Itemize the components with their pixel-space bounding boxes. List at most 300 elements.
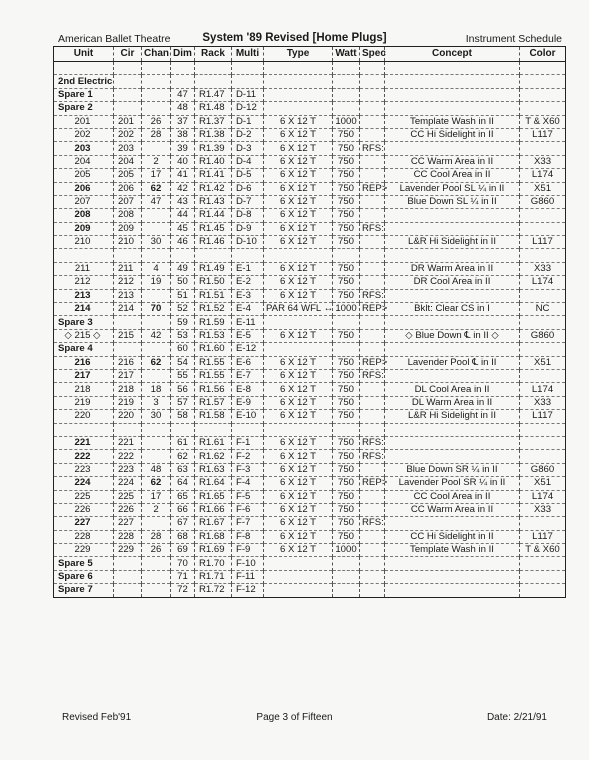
- cell-rack: R1.65: [195, 490, 232, 503]
- cell-type: 6 X 12 T: [264, 115, 333, 128]
- cell-unit: 226: [54, 503, 114, 516]
- cell-cir: [114, 249, 142, 262]
- cell-rack: R1.61: [195, 436, 232, 449]
- table-row: [54, 209, 566, 222]
- cell-spec: [360, 530, 385, 543]
- cell-concept: [385, 557, 520, 570]
- cell-spec: [360, 329, 385, 342]
- cell-dim: 47: [171, 88, 195, 101]
- cell-type: 6 X 12 T: [264, 195, 333, 208]
- cell-dim: 41: [171, 169, 195, 182]
- cell-unit: Spare 7: [54, 584, 114, 597]
- cell-concept: [385, 222, 520, 235]
- table-body: [54, 62, 566, 598]
- cell-color: X33: [520, 155, 566, 168]
- cell-watt: 750: [333, 503, 360, 516]
- cell-multi: E-9: [232, 396, 264, 409]
- cell-rack: R1.72: [195, 584, 232, 597]
- table-row: [54, 289, 566, 302]
- cell-cir: 204: [114, 155, 142, 168]
- cell-concept: [385, 62, 520, 75]
- cell-multi: D-9: [232, 222, 264, 235]
- cell-color: [520, 222, 566, 235]
- cell-spec: REP>: [360, 303, 385, 316]
- cell-cir: [114, 75, 142, 88]
- cell-watt: 750: [333, 369, 360, 382]
- col-header-concept: Concept: [385, 47, 520, 62]
- cell-watt: [333, 584, 360, 597]
- cell-multi: E-10: [232, 410, 264, 423]
- cell-spec: [360, 88, 385, 101]
- cell-type: 6 X 12 T: [264, 517, 333, 530]
- cell-type: 6 X 12 T: [264, 222, 333, 235]
- cell-concept: [385, 570, 520, 583]
- table-row: [54, 396, 566, 409]
- cell-watt: 750: [333, 450, 360, 463]
- cell-multi: D-8: [232, 209, 264, 222]
- cell-dim: 56: [171, 383, 195, 396]
- cell-spec: [360, 544, 385, 557]
- cell-dim: 52: [171, 303, 195, 316]
- cell-multi: D-10: [232, 236, 264, 249]
- cell-dim: 43: [171, 195, 195, 208]
- cell-cir: 216: [114, 356, 142, 369]
- cell-chan: [142, 517, 171, 530]
- cell-multi: F-11: [232, 570, 264, 583]
- cell-concept: [385, 517, 520, 530]
- cell-color: T & X60: [520, 544, 566, 557]
- cell-concept: L&R Hi Sidelight in II: [385, 236, 520, 249]
- revision-note: Revised Feb'91: [62, 712, 132, 723]
- cell-color: L117: [520, 236, 566, 249]
- cell-watt: [333, 423, 360, 436]
- cell-type: [264, 584, 333, 597]
- cell-dim: 40: [171, 155, 195, 168]
- cell-concept: [385, 343, 520, 356]
- cell-multi: E-5: [232, 329, 264, 342]
- cell-multi: F-7: [232, 517, 264, 530]
- cell-color: [520, 557, 566, 570]
- cell-watt: 750: [333, 410, 360, 423]
- cell-spec: [360, 463, 385, 476]
- cell-watt: 750: [333, 289, 360, 302]
- cell-color: [520, 570, 566, 583]
- cell-cir: 220: [114, 410, 142, 423]
- cell-chan: 2: [142, 503, 171, 516]
- spare-row: [54, 316, 566, 329]
- cell-rack: R1.59: [195, 316, 232, 329]
- blank-row: [54, 62, 566, 75]
- table-row: [54, 369, 566, 382]
- cell-spec: [360, 195, 385, 208]
- cell-concept: [385, 584, 520, 597]
- cell-dim: 60: [171, 343, 195, 356]
- cell-multi: D-5: [232, 169, 264, 182]
- cell-unit: [54, 423, 114, 436]
- cell-watt: 1000: [333, 115, 360, 128]
- cell-concept: [385, 289, 520, 302]
- cell-multi: F-6: [232, 503, 264, 516]
- cell-spec: [360, 209, 385, 222]
- cell-dim: 38: [171, 128, 195, 141]
- table-row: [54, 303, 566, 316]
- cell-unit: 222: [54, 450, 114, 463]
- cell-type: 6 X 12 T: [264, 490, 333, 503]
- cell-cir: 218: [114, 383, 142, 396]
- cell-chan: 4: [142, 262, 171, 275]
- cell-color: [520, 369, 566, 382]
- cell-unit: 223: [54, 463, 114, 476]
- table-row: [54, 128, 566, 141]
- cell-chan: [142, 142, 171, 155]
- cell-spec: [360, 383, 385, 396]
- cell-watt: 750: [333, 383, 360, 396]
- cell-chan: 2: [142, 155, 171, 168]
- cell-rack: R1.58: [195, 410, 232, 423]
- cell-rack: R1.48: [195, 102, 232, 115]
- cell-rack: R1.39: [195, 142, 232, 155]
- cell-spec: RFS:: [360, 450, 385, 463]
- cell-chan: [142, 369, 171, 382]
- cell-unit: 214: [54, 303, 114, 316]
- cell-cir: 219: [114, 396, 142, 409]
- cell-cir: 201: [114, 115, 142, 128]
- cell-unit: 211: [54, 262, 114, 275]
- col-header-chan: Chan: [142, 47, 171, 62]
- table-row: [54, 383, 566, 396]
- cell-chan: [142, 436, 171, 449]
- cell-spec: [360, 503, 385, 516]
- cell-watt: 750: [333, 262, 360, 275]
- cell-chan: 18: [142, 383, 171, 396]
- cell-type: 6 X 12 T: [264, 155, 333, 168]
- cell-dim: 70: [171, 557, 195, 570]
- spare-row: [54, 570, 566, 583]
- table-row: [54, 142, 566, 155]
- cell-multi: D-11: [232, 88, 264, 101]
- cell-color: L174: [520, 490, 566, 503]
- cell-spec: [360, 169, 385, 182]
- cell-type: [264, 102, 333, 115]
- table-row: [54, 169, 566, 182]
- cell-spec: [360, 570, 385, 583]
- cell-cir: 203: [114, 142, 142, 155]
- cell-type: 6 X 12 T: [264, 463, 333, 476]
- cell-dim: 71: [171, 570, 195, 583]
- cell-chan: 62: [142, 182, 171, 195]
- cell-rack: R1.69: [195, 544, 232, 557]
- col-header-type: Type: [264, 47, 333, 62]
- cell-watt: 750: [333, 396, 360, 409]
- col-header-multi: Multi: [232, 47, 264, 62]
- cell-spec: [360, 276, 385, 289]
- cell-unit: 210: [54, 236, 114, 249]
- cell-multi: F-2: [232, 450, 264, 463]
- cell-dim: 42: [171, 182, 195, 195]
- cell-cir: 206: [114, 182, 142, 195]
- cell-color: X33: [520, 262, 566, 275]
- cell-color: X51: [520, 182, 566, 195]
- cell-chan: 17: [142, 169, 171, 182]
- cell-cir: [114, 557, 142, 570]
- cell-watt: [333, 343, 360, 356]
- cell-color: NC: [520, 303, 566, 316]
- cell-unit: 207: [54, 195, 114, 208]
- cell-spec: [360, 316, 385, 329]
- cell-multi: D-4: [232, 155, 264, 168]
- cell-cir: 212: [114, 276, 142, 289]
- cell-concept: Template Wash in II: [385, 544, 520, 557]
- cell-concept: [385, 88, 520, 101]
- cell-concept: [385, 436, 520, 449]
- cell-unit: 225: [54, 490, 114, 503]
- cell-rack: R1.66: [195, 503, 232, 516]
- cell-unit: Spare 4: [54, 343, 114, 356]
- cell-multi: D-12: [232, 102, 264, 115]
- cell-rack: R1.68: [195, 530, 232, 543]
- cell-chan: 26: [142, 115, 171, 128]
- cell-type: 6 X 12 T: [264, 383, 333, 396]
- cell-cir: 215: [114, 329, 142, 342]
- cell-concept: CC Hi Sidelight in II: [385, 530, 520, 543]
- blank-row: [54, 249, 566, 262]
- table-row: [54, 356, 566, 369]
- cell-watt: [333, 570, 360, 583]
- cell-chan: 28: [142, 128, 171, 141]
- cell-color: G860: [520, 329, 566, 342]
- cell-unit: 216: [54, 356, 114, 369]
- cell-rack: [195, 423, 232, 436]
- cell-multi: F-1: [232, 436, 264, 449]
- cell-multi: F-3: [232, 463, 264, 476]
- cell-dim: 68: [171, 530, 195, 543]
- cell-multi: E-7: [232, 369, 264, 382]
- cell-type: 6 X 12 T: [264, 262, 333, 275]
- cell-multi: E-8: [232, 383, 264, 396]
- cell-rack: R1.62: [195, 450, 232, 463]
- cell-rack: R1.49: [195, 262, 232, 275]
- cell-dim: 54: [171, 356, 195, 369]
- cell-rack: R1.56: [195, 383, 232, 396]
- cell-rack: R1.40: [195, 155, 232, 168]
- cell-rack: R1.37: [195, 115, 232, 128]
- cell-cir: [114, 584, 142, 597]
- cell-concept: [385, 369, 520, 382]
- cell-color: G860: [520, 195, 566, 208]
- cell-spec: RFS:: [360, 436, 385, 449]
- cell-rack: [195, 75, 232, 88]
- table-row: [54, 155, 566, 168]
- cell-chan: [142, 450, 171, 463]
- cell-type: [264, 75, 333, 88]
- cell-watt: 750: [333, 142, 360, 155]
- table-row: [54, 222, 566, 235]
- cell-cir: 210: [114, 236, 142, 249]
- cell-rack: R1.47: [195, 88, 232, 101]
- cell-multi: E-11: [232, 316, 264, 329]
- cell-chan: 3: [142, 396, 171, 409]
- cell-spec: [360, 423, 385, 436]
- cell-watt: 750: [333, 155, 360, 168]
- cell-dim: 59: [171, 316, 195, 329]
- cell-color: [520, 316, 566, 329]
- cell-cir: 205: [114, 169, 142, 182]
- cell-chan: [142, 423, 171, 436]
- cell-watt: 750: [333, 236, 360, 249]
- cell-watt: 750: [333, 490, 360, 503]
- cell-unit: 2nd Electric: [54, 75, 114, 88]
- cell-spec: RFS:: [360, 369, 385, 382]
- cell-spec: REP>: [360, 356, 385, 369]
- cell-multi: [232, 75, 264, 88]
- cell-spec: REP>: [360, 182, 385, 195]
- cell-cir: 202: [114, 128, 142, 141]
- table-row: [54, 477, 566, 490]
- cell-cir: [114, 62, 142, 75]
- cell-chan: [142, 62, 171, 75]
- cell-unit: [54, 249, 114, 262]
- cell-concept: [385, 249, 520, 262]
- cell-watt: 750: [333, 169, 360, 182]
- cell-multi: E-6: [232, 356, 264, 369]
- cell-color: [520, 75, 566, 88]
- cell-concept: Lavender Pool SR ¼ in II: [385, 477, 520, 490]
- cell-concept: CC Cool Area in II: [385, 169, 520, 182]
- cell-rack: R1.64: [195, 477, 232, 490]
- cell-rack: R1.55: [195, 369, 232, 382]
- cell-concept: Template Wash in II: [385, 115, 520, 128]
- cell-dim: 48: [171, 102, 195, 115]
- cell-concept: L&R Hi Sidelight in II: [385, 410, 520, 423]
- table-row: [54, 490, 566, 503]
- cell-cir: 217: [114, 369, 142, 382]
- cell-type: PAR 64 WFL ↔: [264, 303, 333, 316]
- cell-dim: 67: [171, 517, 195, 530]
- cell-color: L117: [520, 410, 566, 423]
- cell-dim: 49: [171, 262, 195, 275]
- cell-dim: 37: [171, 115, 195, 128]
- cell-dim: 45: [171, 222, 195, 235]
- cell-rack: [195, 62, 232, 75]
- cell-chan: [142, 584, 171, 597]
- cell-color: [520, 62, 566, 75]
- cell-multi: F-12: [232, 584, 264, 597]
- cell-unit: 203: [54, 142, 114, 155]
- cell-spec: RFS:: [360, 289, 385, 302]
- cell-multi: E-4: [232, 303, 264, 316]
- cell-concept: [385, 209, 520, 222]
- cell-unit: 212: [54, 276, 114, 289]
- cell-watt: [333, 88, 360, 101]
- cell-type: 6 X 12 T: [264, 236, 333, 249]
- spare-row: [54, 102, 566, 115]
- cell-unit: Spare 5: [54, 557, 114, 570]
- cell-cir: 214: [114, 303, 142, 316]
- cell-rack: R1.57: [195, 396, 232, 409]
- cell-spec: [360, 396, 385, 409]
- table-row: [54, 436, 566, 449]
- cell-unit: 219: [54, 396, 114, 409]
- cell-unit: 205: [54, 169, 114, 182]
- cell-watt: [333, 102, 360, 115]
- cell-color: [520, 142, 566, 155]
- cell-multi: E-1: [232, 262, 264, 275]
- cell-concept: Lavender Pool SL ¼ in II: [385, 182, 520, 195]
- cell-unit: 218: [54, 383, 114, 396]
- cell-unit: Spare 3: [54, 316, 114, 329]
- cell-spec: [360, 410, 385, 423]
- cell-unit: 204: [54, 155, 114, 168]
- cell-spec: RFS:: [360, 517, 385, 530]
- cell-concept: DL Warm Area in II: [385, 396, 520, 409]
- cell-rack: R1.70: [195, 557, 232, 570]
- cell-multi: D-1: [232, 115, 264, 128]
- cell-multi: D-2: [232, 128, 264, 141]
- cell-unit: 227: [54, 517, 114, 530]
- cell-watt: 1000: [333, 544, 360, 557]
- cell-spec: [360, 343, 385, 356]
- col-header-rack: Rack: [195, 47, 232, 62]
- cell-watt: 750: [333, 517, 360, 530]
- cell-chan: 62: [142, 356, 171, 369]
- cell-chan: [142, 570, 171, 583]
- cell-chan: 19: [142, 276, 171, 289]
- cell-type: 6 X 12 T: [264, 436, 333, 449]
- cell-type: 6 X 12 T: [264, 396, 333, 409]
- cell-dim: 44: [171, 209, 195, 222]
- cell-dim: [171, 423, 195, 436]
- cell-type: 6 X 12 T: [264, 369, 333, 382]
- cell-unit: 213: [54, 289, 114, 302]
- cell-spec: [360, 262, 385, 275]
- cell-chan: 70: [142, 303, 171, 316]
- cell-color: L117: [520, 128, 566, 141]
- cell-spec: [360, 102, 385, 115]
- table-row: [54, 115, 566, 128]
- cell-watt: 750: [333, 329, 360, 342]
- cell-spec: [360, 128, 385, 141]
- cell-spec: [360, 75, 385, 88]
- table-row: [54, 410, 566, 423]
- cell-type: [264, 557, 333, 570]
- cell-unit: ◇ 215 ◇: [54, 329, 114, 342]
- cell-concept: Bklt: Clear CS in I: [385, 303, 520, 316]
- cell-spec: [360, 115, 385, 128]
- cell-type: [264, 570, 333, 583]
- cell-type: 6 X 12 T: [264, 289, 333, 302]
- cell-color: G860: [520, 463, 566, 476]
- cell-chan: [142, 222, 171, 235]
- cell-chan: [142, 249, 171, 262]
- cell-type: 6 X 12 T: [264, 477, 333, 490]
- cell-cir: 209: [114, 222, 142, 235]
- spare-row: [54, 584, 566, 597]
- cell-type: 6 X 12 T: [264, 182, 333, 195]
- cell-dim: 58: [171, 410, 195, 423]
- cell-color: [520, 584, 566, 597]
- cell-cir: 223: [114, 463, 142, 476]
- cell-chan: [142, 88, 171, 101]
- cell-chan: [142, 75, 171, 88]
- cell-multi: E-2: [232, 276, 264, 289]
- cell-watt: 750: [333, 477, 360, 490]
- cell-color: [520, 343, 566, 356]
- cell-spec: [360, 584, 385, 597]
- cell-spec: [360, 155, 385, 168]
- cell-cir: 229: [114, 544, 142, 557]
- cell-type: [264, 62, 333, 75]
- cell-chan: 28: [142, 530, 171, 543]
